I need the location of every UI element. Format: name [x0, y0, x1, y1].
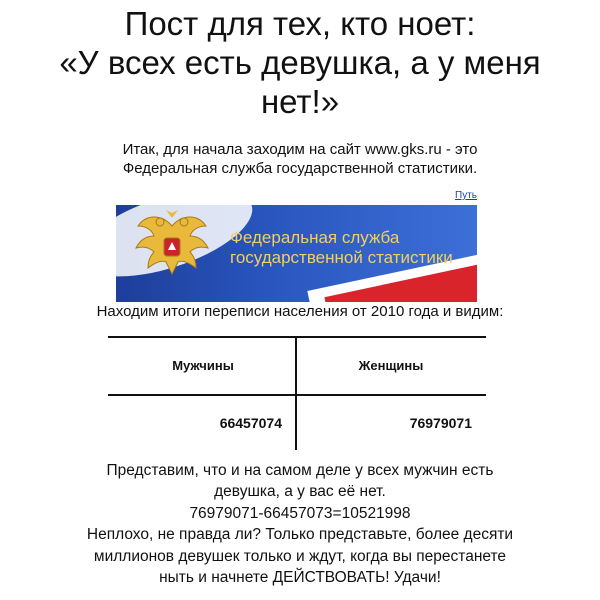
banner-path-link[interactable]: Путь [455, 190, 477, 201]
value-women: 76979071 [409, 415, 472, 431]
closing-line-4: Неплохо, не правда ли? Только представьте, более десяти [86, 526, 514, 544]
double-headed-eagle-icon [132, 204, 212, 284]
gks-site-banner [116, 188, 477, 302]
closing-line-2: девушка, а у вас её нет. [214, 483, 386, 501]
banner-agency-name [230, 228, 453, 268]
table-middle-rule [108, 394, 486, 396]
closing-text [0, 460, 600, 588]
banner-agency-line-2: государственной статистики [230, 248, 453, 267]
intro-text [0, 140, 600, 178]
value-men: 66457074 [219, 415, 282, 431]
closing-line-1: Представим, что и на самом деле у всех мужчин есть [106, 462, 494, 479]
table-top-rule [108, 336, 486, 338]
post-title-line-2: «У всех есть девушка, а у меня [59, 44, 541, 81]
closing-line-5: миллионов девушек только и ждут, когда вы перестанете [93, 547, 507, 565]
banner-agency-line-1: Федеральная служба [230, 228, 400, 247]
closing-line-3: 76979071-66457073=10521998 [189, 504, 411, 522]
census-caption: Находим итоги переписи населения от 2010 года и видим: [96, 303, 504, 320]
post-title-line-1: Пост для тех, кто ноет: [124, 5, 476, 42]
intro-line-1: Итак, для начала заходим на сайт www.gks.ru - это [122, 141, 478, 158]
table-column-divider [295, 336, 297, 450]
intro-line-2: Федеральная служба государственной статистики. [122, 160, 478, 177]
post-title [0, 4, 600, 121]
header-women: Женщины [358, 358, 424, 373]
post-title-line-3: нет!» [260, 83, 340, 120]
closing-line-6: ныть и начнете ДЕЙСТВОВАТЬ! Удачи! [159, 569, 441, 587]
census-table [108, 336, 486, 450]
header-men: Мужчины [172, 358, 234, 373]
